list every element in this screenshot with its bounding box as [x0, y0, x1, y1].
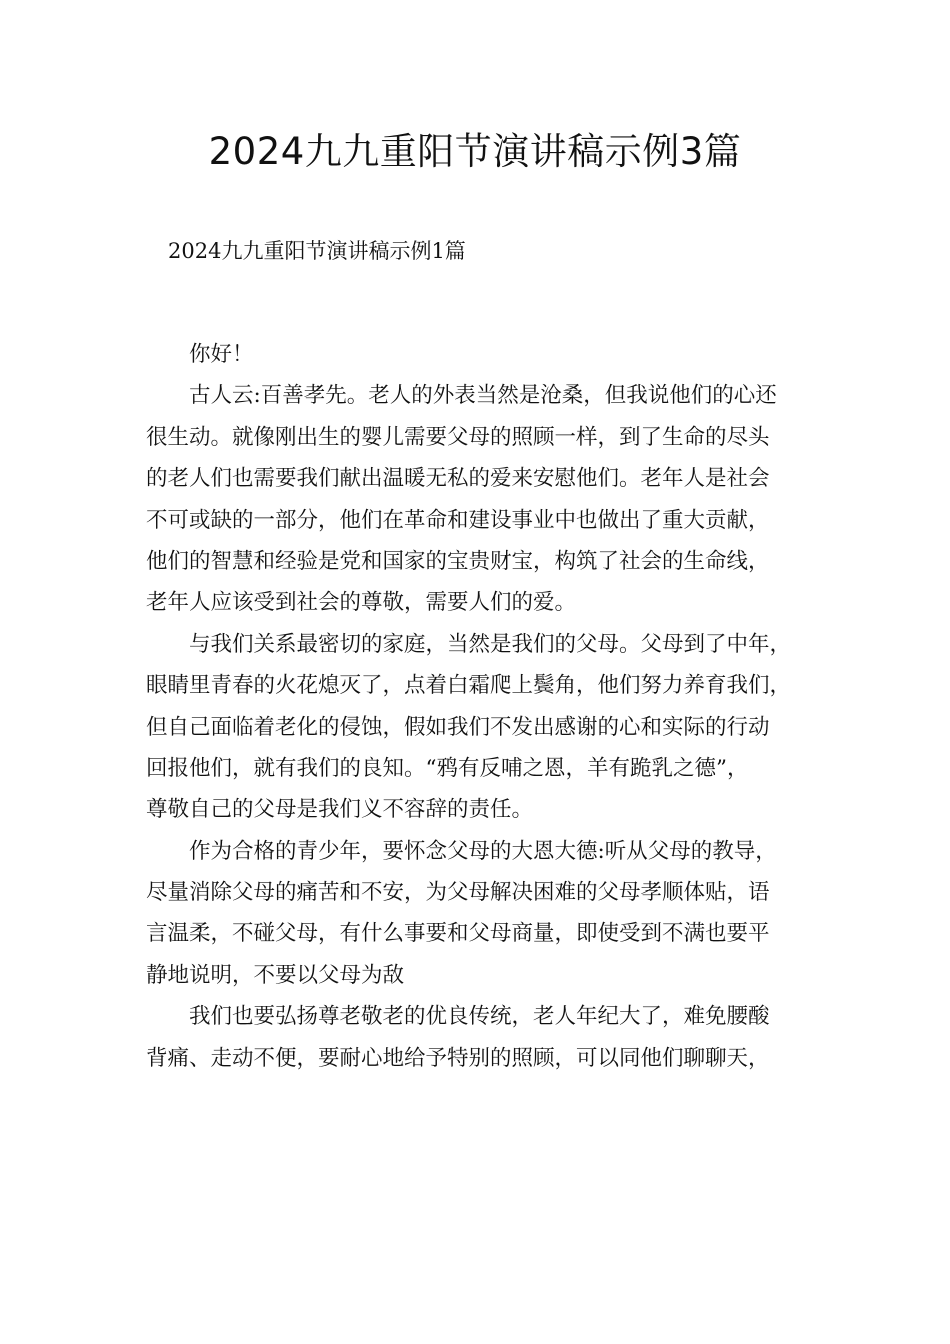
document-body: [146, 334, 836, 1079]
body-line: 他们的智慧和经验是党和国家的宝贵财宝，构筑了社会的生命线，: [146, 548, 770, 574]
body-line: 静地说明，不要以父母为敌: [146, 962, 405, 988]
body-line: 眼睛里青春的火花熄灭了，点着白霜爬上鬓角，他们努力养育我们，: [146, 673, 792, 699]
body-line: 很生动。就像刚出生的婴儿需要父母的照顾一样，到了生命的尽头: [146, 424, 770, 450]
body-line: 我们也要弘扬尊老敬老的优良传统，老人年纪大了，难免腰酸: [189, 1004, 770, 1030]
body-line: 的老人们也需要我们献出温暖无私的爱来安慰他们。老年人是社会: [146, 466, 770, 492]
body-line: 尊敬自己的父母是我们义不容辞的责任。: [146, 797, 534, 823]
body-line: 回报他们，就有我们的良知。“鸦有反哺之恩，羊有跪乳之德”，: [146, 755, 749, 781]
document-title: 2024九九重阳节演讲稿示例3篇: [208, 130, 742, 173]
body-line: 古人云:百善孝先。老人的外表当然是沧桑，但我说他们的心还: [189, 383, 777, 409]
body-line: 不可或缺的一部分，他们在革命和建设事业中也做出了重大贡献，: [146, 507, 770, 533]
body-line: 与我们关系最密切的家庭，当然是我们的父母。父母到了中年，: [189, 631, 792, 657]
body-line: 老年人应该受到社会的尊敬，需要人们的爱。: [146, 590, 577, 616]
body-line: 作为合格的青少年，要怀念父母的大恩大德:听从父母的教导，: [189, 838, 777, 864]
body-line: 尽量消除父母的痛苦和不安，为父母解决困难的父母孝顺体贴，语: [146, 880, 770, 906]
document-subtitle: 2024九九重阳节演讲稿示例1篇: [168, 239, 466, 263]
body-line: 言温柔，不碰父母，有什么事要和父母商量，即使受到不满也要平: [146, 921, 770, 947]
body-line: 背痛、走动不便，要耐心地给予特别的照顾，可以同他们聊聊天，: [146, 1045, 770, 1071]
body-line: 你好！: [189, 342, 254, 367]
body-line: 但自己面临着老化的侵蚀，假如我们不发出感谢的心和实际的行动: [146, 714, 770, 740]
